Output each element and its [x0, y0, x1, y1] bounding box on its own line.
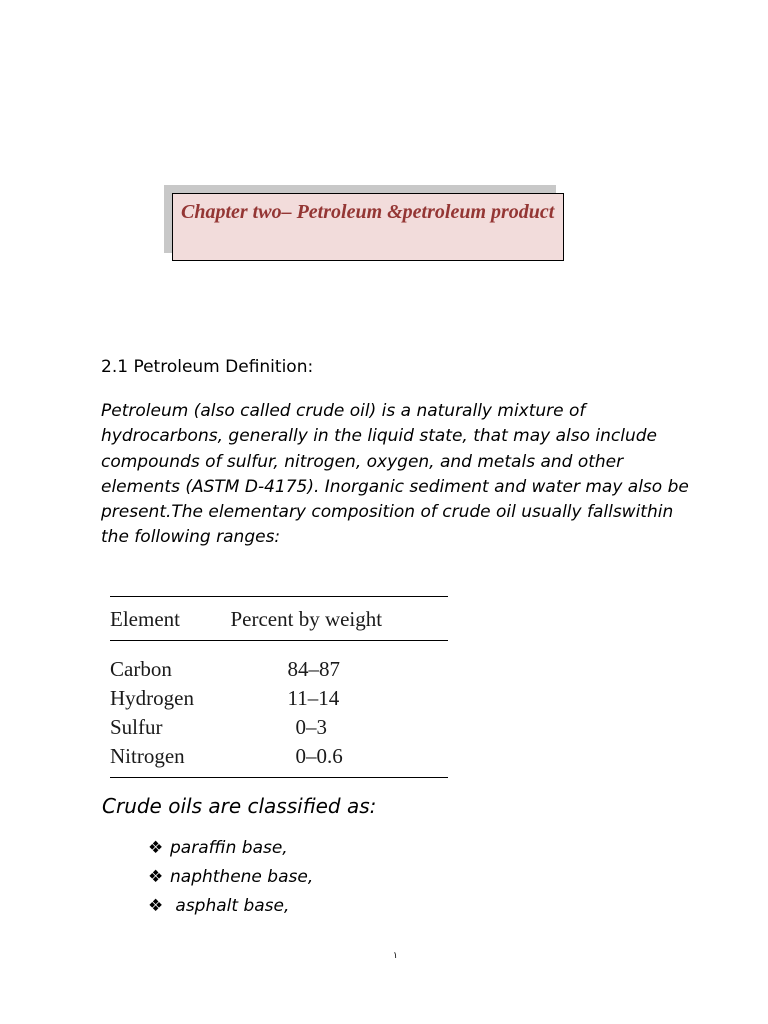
section-heading: 2.1 Petroleum Definition:	[101, 357, 314, 377]
table-row	[110, 641, 448, 685]
header-percent: Percent by weight	[230, 607, 383, 631]
classification-list	[148, 834, 313, 921]
list-item-label: asphalt base,	[170, 896, 290, 916]
list-item	[148, 834, 313, 863]
list-item	[148, 892, 313, 921]
diamond-bullet-icon: ❖	[148, 896, 164, 916]
composition-table	[110, 596, 448, 778]
cell-percent: 0–0.6	[295, 744, 343, 768]
header-element: Element	[110, 607, 180, 631]
page-number: ١	[393, 951, 398, 961]
chapter-title-box	[172, 193, 564, 261]
cell-percent: 0–3	[295, 715, 327, 739]
classification-intro: Crude oils are classified as:	[102, 794, 377, 818]
cell-element: Nitrogen	[110, 744, 185, 768]
table-row	[110, 713, 448, 742]
list-item	[148, 863, 313, 892]
list-item-label: naphthene base,	[170, 867, 314, 887]
table-header-row	[110, 597, 448, 641]
diamond-bullet-icon: ❖	[148, 838, 164, 858]
diamond-bullet-icon: ❖	[148, 867, 164, 887]
cell-element: Sulfur	[110, 715, 163, 739]
cell-element: Carbon	[110, 657, 172, 681]
chapter-title: Chapter two– Petroleum &petroleum product	[181, 201, 555, 223]
list-item-label: paraffin base,	[170, 838, 288, 858]
table-row	[110, 684, 448, 713]
cell-element: Hydrogen	[110, 686, 194, 710]
definition-paragraph: Petroleum (also called crude oil) is a naturally mixture of hydrocarbons, generally in the liquid state, that may also include compounds of sulfur, nitrogen, oxygen, and metals and other elements (ASTM D-4175). Inorganic sediment and water may also be present.The elementary composition of crude oil usually fallswithin the following ranges:	[101, 401, 689, 548]
table-row	[110, 742, 448, 778]
cell-percent: 84–87	[287, 657, 340, 681]
cell-percent: 11–14	[287, 686, 340, 710]
